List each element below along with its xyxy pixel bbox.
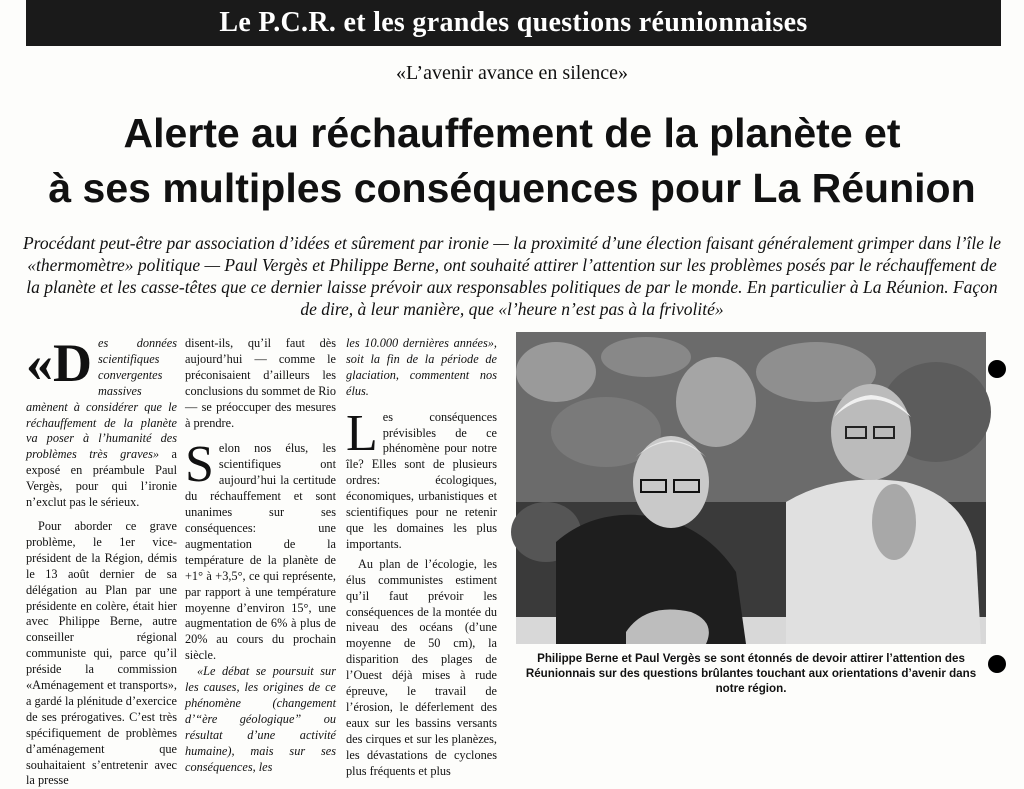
opening-attribution: a exposé en préambule Paul Vergès, pour qui l’ironie n’exclut pas le sérieux. [26,447,177,510]
press-photo [516,332,986,644]
article-column-1 [26,333,177,788]
drop-cap: L [346,404,378,462]
paragraph: «Le débat se poursuit sur les causes, les origines de ce phénomène (changement d’“ère géologique” ou résultat d’une activité humaine), mais sur ses conséquences, les [185,664,336,774]
paragraph: disent-ils, qu’il faut dès aujourd’hui — comme le préconisaient d’ailleurs les conclusions du sommet de Rio — se préoccuper des mesures à prendre. [185,336,336,430]
lead-paragraph: Procédant peut-être par association d’idées et sûrement par ironie — la proximité d’une élection faisant généralement grimper dans l’île le «thermomètre» politique — Paul Vergès et Philippe Berne, ont souhaité attirer l’attention sur les problèmes posés par le réchauffement de la planète et les casse-têtes que ce dernier laisse prévoir aux responsables politiques de par le monde. En particulier à La Réunion. Façon de dire, à leur manière, que «l’heure n’est pas à la frivolité» [22,233,1002,319]
photo-caption: Philippe Berne et Paul Vergès se sont étonnés de devoir attirer l’attention des Réunionnais sur des questions brûlantes touchant aux orientations d’avenir dans notre région. [525,652,977,695]
section-banner: Le P.C.R. et les grandes questions réunionnaises [26,0,1001,46]
headline-line-1: Alerte au réchauffement de la planète et [123,110,901,156]
paragraph-with-dropcap: Les conséquences prévisibles de ce phénomène pour notre île? Elles sont de plusieurs ordres: écologiques, économiques, urbanistiques et scientifiques pour ne retenir que les domaines les plus importants. [346,404,497,551]
paragraph: les 10.000 dernières années», soit la fin de la période de glaciation, commentent nos élus. [346,336,497,398]
kicker: «L’avenir avance en silence» [396,62,628,84]
article-column-2 [185,336,336,774]
paragraph: Pour aborder ce grave problème, le 1er vice-président de la Région, démis le 13 août dernier de sa délégation au Plan par une présidente en colère, était hier avec Philippe Berne, autre conseiller régional communiste qui, parce qu’il préside la commission «Aménagement et transports», a gardé la plénitude d’exercice de ses prérogatives. C’est très spécifiquement de problèmes d’aménagement que souhaitaient s’entretenir avec la presse [26,518,177,788]
binding-hole [988,360,1006,378]
opening-quote: «D [26,333,92,393]
binding-hole [988,655,1006,673]
paragraph-with-dropcap: Selon nos élus, les scientifiques ont aujourd’hui la certitude du réchauffement et sont unanimes sur ses conséquences: une augmentation de la température de la planète de +1° à +3,5°, ce qui représente, par rapport à une température moyenne d’environ 15°, une augmentation de 6% à plus de 20% au cours du prochain siècle. [185,436,336,663]
opening-quote-text: es données scientifiques convergentes massives amènent à considérer que le réchauffement de la planète va poser à l’humanité des problèmes très graves» [26,336,177,462]
paragraph: Au plan de l’écologie, les élus communistes estiment qu’il faut prévoir les conséquences de la montée du niveau des océans (d’une moyenne de 50 cm), la disparition des plages de l’Ouest déjà mises à rude épreuve, le travail de l’érosion, le déferlement des eaux sur les bassins versants des cirques et sur les planèzes, les dévastations de cyclones plus fréquents et plus [346,556,497,778]
drop-cap: S [185,436,214,494]
opening-paragraph [26,333,177,511]
headline-line-2: à ses multiples conséquences pour La Réunion [48,165,976,211]
article-column-3 [346,336,497,778]
headline [0,106,1024,216]
